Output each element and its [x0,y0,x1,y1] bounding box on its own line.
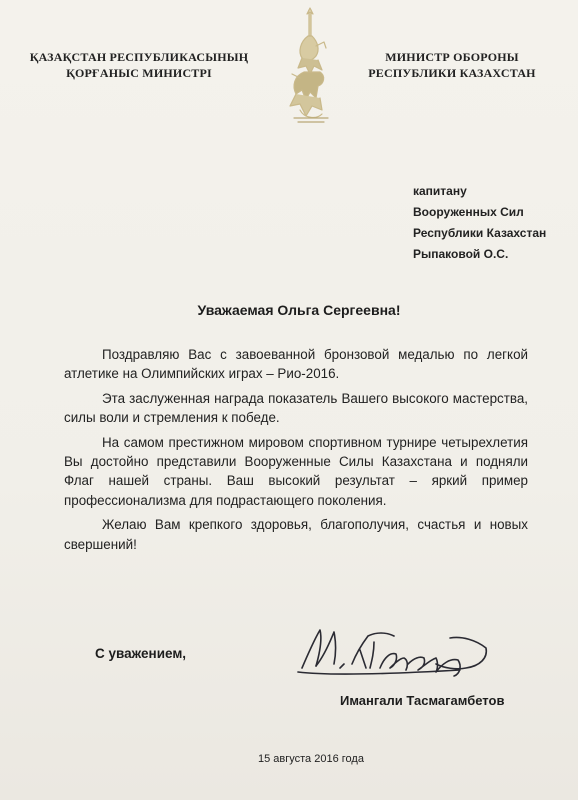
header-kazakh [28,49,250,81]
body-paragraph: Эта заслуженная награда показатель Вашего высокого мастерства, силы воли и стремления к победе. [64,390,528,426]
handwritten-signature-icon [290,618,500,680]
header-russian-line2: РЕСПУБЛИКИ КАЗАХСТАН [368,66,536,80]
recipient-line: Рыпаковой О.С. [413,247,509,261]
closing: С уважением, [95,646,187,661]
header-russian-line1: МИНИСТР ОБОРОНЫ [385,50,519,64]
header-kazakh-line2: ҚОРҒАНЫС МИНИСТРІ [66,66,212,80]
recipient-line: капитану [413,184,467,198]
header-kazakh-line1: ҚАЗАҚСТАН РЕСПУБЛИКАСЫНЫҢ [29,50,249,64]
header-russian [352,49,552,81]
body-paragraph: Поздравляю Вас с завоеванной бронзовой медалью по легкой атлетике на Олимпийских играх – Рио-2016. [64,347,528,382]
signer-name: Имангали Тасмагамбетов [340,693,505,708]
recipient-line: Вооруженных Сил [413,205,524,219]
salutation: Уважаемая Ольга Сергеевна! [197,302,401,318]
body-paragraph: На самом престижном мировом спортивном турнире четырехлетия Вы достойно представили Вооруженные Силы Казахстана и подняли Флаг нашей страны. Ваш высокий результат – яркий пример профессионализма для подрастающего поколения. [64,434,528,508]
recipient-line: Республики Казахстан [413,226,547,240]
letter-date: 15 августа 2016 года [258,753,364,765]
body-paragraph: Желаю Вам крепкого здоровья, благополучия, счастья и новых свершений! [64,517,528,552]
recipient-block [413,181,546,265]
horseman-emblem-icon [280,6,340,134]
letter-body [64,345,528,559]
